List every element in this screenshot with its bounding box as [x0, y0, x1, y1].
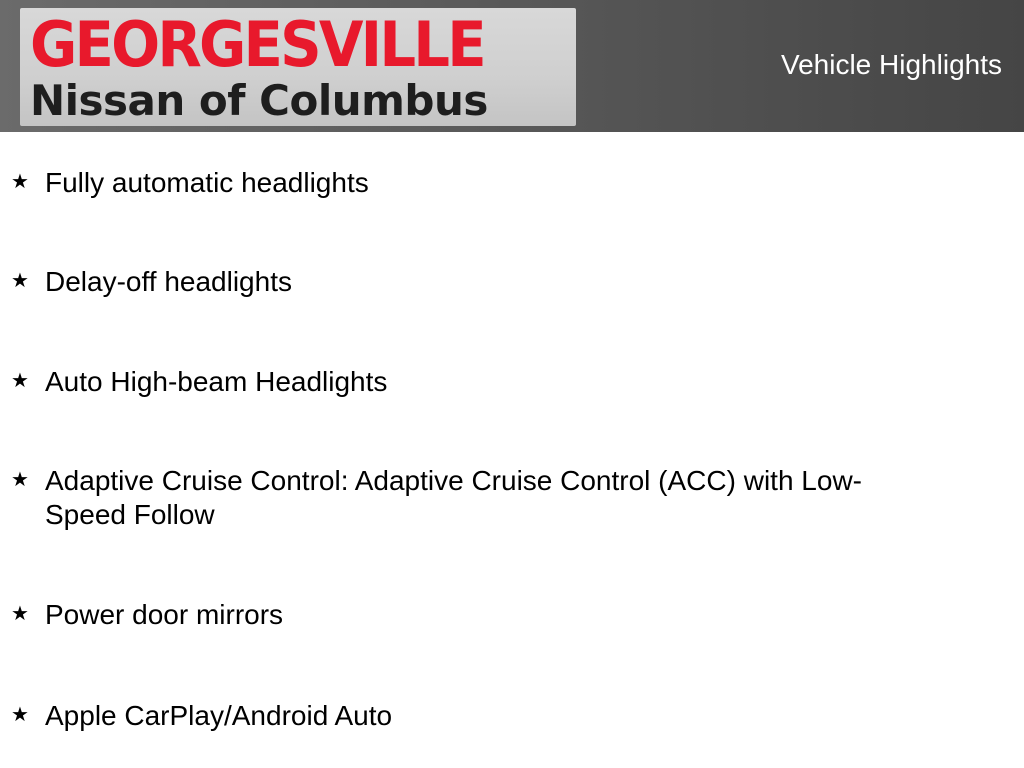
star-icon: ★ — [11, 270, 29, 292]
highlight-text: Power door mirrors — [45, 599, 284, 630]
star-icon: ★ — [11, 603, 29, 625]
highlight-text: Auto High-beam Headlights — [45, 366, 388, 397]
page-title: Vehicle Highlights — [780, 49, 1002, 80]
highlight-text: Fully automatic headlights — [45, 167, 369, 198]
star-icon: ★ — [11, 370, 29, 392]
star-icon: ★ — [11, 171, 29, 193]
star-icon: ★ — [11, 469, 29, 491]
header-banner — [0, 0, 1024, 132]
highlight-text: Apple CarPlay/Android Auto — [45, 700, 393, 731]
star-icon: ★ — [11, 704, 29, 726]
highlight-text: Adaptive Cruise Control: Adaptive Cruise Control (ACC) with Low-Speed Follow — [45, 465, 862, 530]
highlight-text: Delay-off headlights — [45, 266, 292, 297]
logo-dealer-text: Nissan of Columbus — [30, 76, 488, 125]
dealer-logo — [20, 8, 576, 126]
logo-brand-text: GEORGESVILLE — [30, 8, 484, 81]
